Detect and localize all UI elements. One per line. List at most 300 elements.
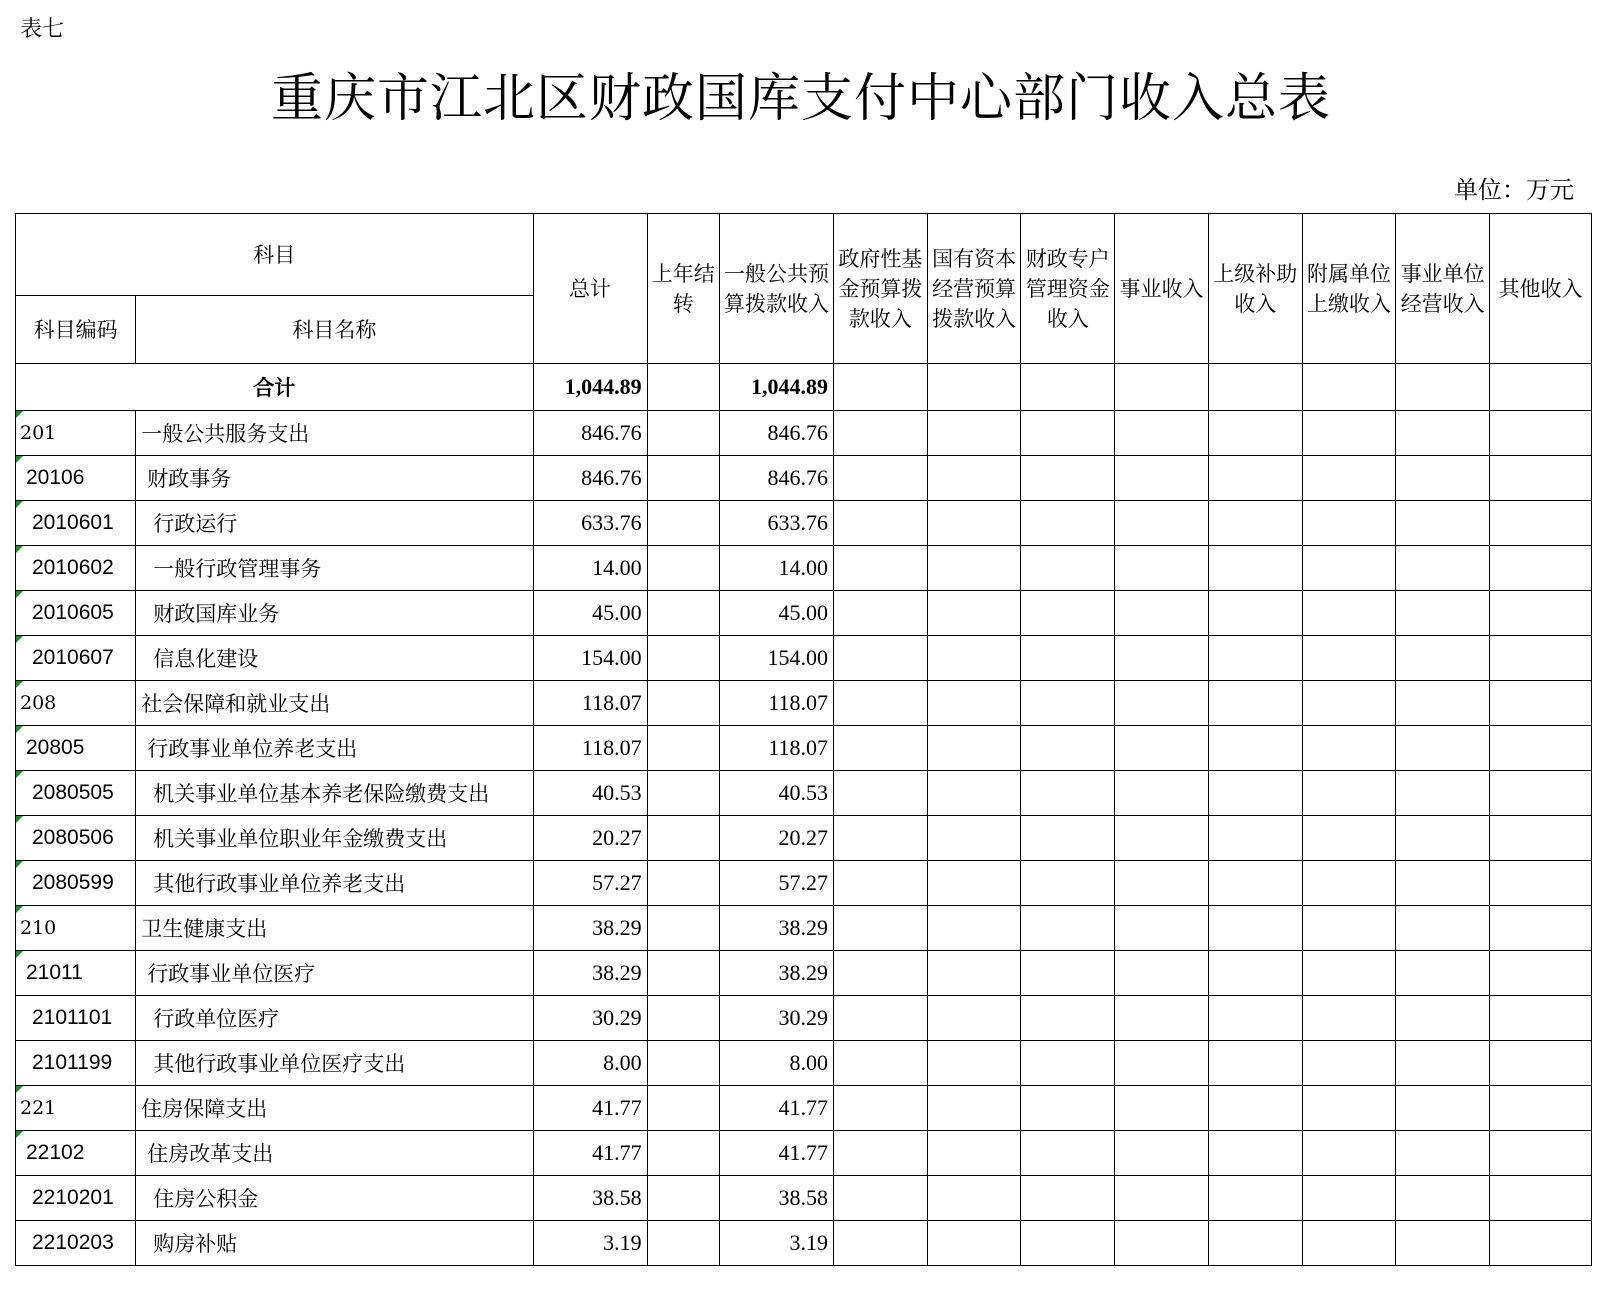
empty-cell (1490, 951, 1592, 996)
general-budget-cell-text: 57.27 (778, 870, 829, 895)
empty-cell (1115, 951, 1209, 996)
subject-code-cell-text: 210 (20, 917, 57, 939)
empty-cell (1208, 951, 1302, 996)
empty-cell (1115, 726, 1209, 771)
cell-marker-icon (16, 681, 23, 688)
empty-cell (1396, 591, 1490, 636)
total-cell-text: 8.00 (603, 1050, 642, 1075)
header-other-income: 其他收入 (1490, 214, 1592, 364)
total-cell-text: 20.27 (592, 825, 642, 850)
empty-cell (1208, 771, 1302, 816)
empty-cell (1302, 816, 1396, 861)
empty-cell (1302, 1086, 1396, 1131)
empty-cell (1490, 364, 1592, 411)
subject-name-cell (136, 906, 533, 951)
empty-cell (1208, 1176, 1302, 1221)
subject-name-cell-text: 行政事业单位养老支出 (147, 737, 358, 761)
empty-cell (1302, 771, 1396, 816)
table-row (16, 636, 1592, 681)
empty-cell (1302, 1131, 1396, 1176)
header-affiliated-payment: 附属单位上缴收入 (1302, 214, 1396, 364)
empty-cell (1021, 364, 1115, 411)
total-cell (533, 726, 647, 771)
empty-cell (1302, 951, 1396, 996)
empty-cell (1115, 501, 1209, 546)
total-cell (533, 951, 647, 996)
empty-cell (1115, 906, 1209, 951)
subject-name-cell (136, 951, 533, 996)
empty-cell (834, 726, 928, 771)
header-fiscal-special: 财政专户管理资金收入 (1021, 214, 1115, 364)
subject-name-cell-text: 财政国库业务 (153, 602, 280, 626)
empty-cell (1115, 411, 1209, 456)
subject-name-cell-text: 社会保障和就业支出 (141, 692, 331, 716)
subject-code-cell (16, 411, 136, 456)
empty-cell (834, 1041, 928, 1086)
total-cell (533, 861, 647, 906)
empty-cell (927, 726, 1021, 771)
empty-cell (1396, 1086, 1490, 1131)
cell-marker-icon (16, 771, 23, 778)
empty-cell (834, 816, 928, 861)
total-cell (533, 906, 647, 951)
general-budget-cell (719, 726, 833, 771)
subject-name-cell-text: 财政事务 (147, 467, 232, 491)
table-row (16, 456, 1592, 501)
general-budget-cell-text: 118.07 (768, 735, 829, 760)
empty-cell (834, 771, 928, 816)
empty-cell (1021, 1041, 1115, 1086)
empty-cell (834, 906, 928, 951)
subject-code-cell (16, 546, 136, 591)
empty-cell (834, 501, 928, 546)
total-cell (533, 1221, 647, 1266)
empty-cell (1396, 364, 1490, 411)
table-row (16, 771, 1592, 816)
subject-name-cell-text: 卫生健康支出 (141, 917, 268, 941)
table-row (16, 681, 1592, 726)
cell-marker-icon (16, 1086, 23, 1093)
empty-cell (1021, 1086, 1115, 1131)
subject-code-cell-text: 2101199 (32, 1051, 113, 1074)
empty-cell (1115, 1221, 1209, 1266)
cell-marker-icon (16, 501, 23, 508)
empty-cell (1396, 1221, 1490, 1266)
empty-cell (834, 456, 928, 501)
subject-code-cell (16, 861, 136, 906)
header-general-budget: 一般公共预算拨款收入 (719, 214, 833, 364)
empty-cell (927, 1176, 1021, 1221)
total-cell-text: 38.58 (592, 1185, 642, 1210)
subject-code-cell-text: 20106 (26, 466, 85, 489)
empty-cell (1396, 636, 1490, 681)
empty-cell (1302, 906, 1396, 951)
empty-cell (1115, 816, 1209, 861)
empty-cell (1302, 546, 1396, 591)
total-cell (533, 996, 647, 1041)
cell-marker-icon (16, 951, 23, 958)
subject-name-cell-text: 住房保障支出 (141, 1097, 268, 1121)
empty-cell (834, 636, 928, 681)
general-budget-cell (719, 861, 833, 906)
subject-code-cell (16, 501, 136, 546)
subject-name-cell-text: 行政运行 (153, 512, 238, 536)
empty-cell (1302, 636, 1396, 681)
subject-name-cell-text: 其他行政事业单位养老支出 (153, 872, 406, 896)
empty-cell (1208, 681, 1302, 726)
header-name: 科目名称 (136, 296, 533, 364)
general-budget-cell (719, 591, 833, 636)
empty-cell (927, 906, 1021, 951)
empty-cell (1115, 996, 1209, 1041)
empty-cell (1115, 1041, 1209, 1086)
subject-code-cell (16, 951, 136, 996)
empty-cell (1396, 681, 1490, 726)
total-cell-text: 3.19 (603, 1230, 642, 1255)
empty-cell (834, 681, 928, 726)
table-row (16, 1041, 1592, 1086)
subject-code-cell-text: 2080505 (32, 781, 114, 804)
header-code: 科目编码 (16, 296, 136, 364)
empty-cell (1115, 861, 1209, 906)
empty-cell (1302, 996, 1396, 1041)
empty-cell (1021, 1221, 1115, 1266)
general-budget-cell (719, 1221, 833, 1266)
subject-code-cell (16, 1131, 136, 1176)
empty-cell (1115, 636, 1209, 681)
subject-name-cell (136, 636, 533, 681)
subject-code-cell-text: 2010605 (32, 601, 114, 624)
total-general-budget: 1,044.89 (719, 364, 833, 411)
general-budget-cell-text: 846.76 (767, 465, 829, 490)
subject-code-cell-text: 2210201 (32, 1186, 114, 1209)
total-row (16, 364, 1592, 411)
general-budget-cell (719, 771, 833, 816)
total-label: 合计 (16, 364, 534, 411)
empty-cell (647, 1041, 719, 1086)
empty-cell (834, 1086, 928, 1131)
subject-code-cell (16, 636, 136, 681)
cell-marker-icon (16, 1131, 23, 1138)
empty-cell (1208, 1086, 1302, 1131)
empty-cell (1115, 1086, 1209, 1131)
subject-code-cell (16, 1221, 136, 1266)
empty-cell (1396, 1176, 1490, 1221)
empty-cell (1490, 411, 1592, 456)
general-budget-cell (719, 501, 833, 546)
total-cell-text: 846.76 (581, 465, 642, 490)
general-budget-cell-text: 30.29 (778, 1005, 829, 1030)
empty-cell (927, 1131, 1021, 1176)
empty-cell (1302, 456, 1396, 501)
empty-cell (1021, 681, 1115, 726)
cell-marker-icon (16, 591, 23, 598)
total-cell (533, 546, 647, 591)
subject-code-cell (16, 456, 136, 501)
header-total: 总计 (533, 214, 647, 364)
subject-code-cell-text: 2010601 (32, 511, 114, 534)
table-row (16, 411, 1592, 456)
total-cell-text: 38.29 (592, 915, 642, 940)
empty-cell (927, 411, 1021, 456)
general-budget-cell (719, 951, 833, 996)
total-cell (533, 771, 647, 816)
empty-cell (1021, 546, 1115, 591)
empty-cell (647, 636, 719, 681)
total-sum: 1,044.89 (533, 364, 647, 411)
table-row (16, 861, 1592, 906)
general-budget-cell-text: 8.00 (789, 1050, 829, 1075)
general-budget-cell-text: 118.07 (768, 690, 829, 715)
empty-cell (1396, 1041, 1490, 1086)
empty-cell (927, 591, 1021, 636)
empty-cell (834, 861, 928, 906)
subject-code-cell (16, 816, 136, 861)
cell-marker-icon (16, 726, 23, 733)
empty-cell (647, 726, 719, 771)
empty-cell (647, 681, 719, 726)
general-budget-cell-text: 846.76 (767, 420, 829, 445)
empty-cell (1115, 456, 1209, 501)
empty-cell (1021, 1176, 1115, 1221)
empty-cell (1302, 364, 1396, 411)
general-budget-cell (719, 636, 833, 681)
subject-name-cell (136, 456, 533, 501)
empty-cell (647, 364, 719, 411)
empty-cell (647, 906, 719, 951)
empty-cell (1208, 1131, 1302, 1176)
general-budget-cell-text: 40.53 (778, 780, 829, 805)
empty-cell (647, 1131, 719, 1176)
empty-cell (834, 364, 928, 411)
header-business-operation: 事业单位经营收入 (1396, 214, 1490, 364)
empty-cell (1490, 771, 1592, 816)
empty-cell (1208, 546, 1302, 591)
empty-cell (1115, 1131, 1209, 1176)
empty-cell (1208, 456, 1302, 501)
empty-cell (1490, 1041, 1592, 1086)
empty-cell (1021, 816, 1115, 861)
subject-name-cell-text: 一般行政管理事务 (153, 557, 322, 581)
empty-cell (927, 996, 1021, 1041)
empty-cell (834, 591, 928, 636)
subject-name-cell (136, 411, 533, 456)
empty-cell (1490, 501, 1592, 546)
subject-code-cell-text: 2080599 (32, 871, 114, 894)
empty-cell (1208, 906, 1302, 951)
header-gov-fund: 政府性基金预算拨款收入 (834, 214, 928, 364)
empty-cell (1021, 996, 1115, 1041)
header-business-income: 事业收入 (1115, 214, 1209, 364)
empty-cell (927, 636, 1021, 681)
subject-code-cell-text: 2210203 (32, 1231, 114, 1254)
empty-cell (927, 1041, 1021, 1086)
empty-cell (1208, 411, 1302, 456)
subject-name-cell (136, 681, 533, 726)
total-cell (533, 816, 647, 861)
empty-cell (927, 771, 1021, 816)
empty-cell (1208, 591, 1302, 636)
empty-cell (1396, 456, 1490, 501)
empty-cell (927, 861, 1021, 906)
subject-name-cell (136, 546, 533, 591)
empty-cell (647, 951, 719, 996)
header-subject: 科目 (16, 214, 534, 296)
general-budget-cell-text: 38.29 (778, 915, 829, 940)
table-row (16, 816, 1592, 861)
total-cell (533, 681, 647, 726)
header-state-capital: 国有资本经营预算拨款收入 (927, 214, 1021, 364)
subject-code-cell (16, 1041, 136, 1086)
empty-cell (1021, 411, 1115, 456)
general-budget-cell (719, 1131, 833, 1176)
page-title: 重庆市江北区财政国库支付中心部门收入总表 (270, 69, 1331, 129)
total-cell-text: 41.77 (592, 1095, 642, 1120)
empty-cell (1302, 411, 1396, 456)
general-budget-cell (719, 411, 833, 456)
table-row (16, 591, 1592, 636)
total-cell (533, 1041, 647, 1086)
empty-cell (834, 951, 928, 996)
empty-cell (1208, 501, 1302, 546)
subject-name-cell (136, 771, 533, 816)
subject-name-cell-text: 行政事业单位医疗 (147, 962, 316, 986)
table-row (16, 1221, 1592, 1266)
subject-code-cell (16, 771, 136, 816)
empty-cell (927, 681, 1021, 726)
empty-cell (647, 996, 719, 1041)
empty-cell (1021, 456, 1115, 501)
subject-name-cell-text: 住房公积金 (153, 1187, 259, 1211)
table-row (16, 996, 1592, 1041)
empty-cell (1208, 816, 1302, 861)
cell-marker-icon (16, 861, 23, 868)
total-cell-text: 633.76 (581, 510, 642, 535)
subject-code-cell-text: 201 (20, 422, 57, 444)
total-cell (533, 456, 647, 501)
general-budget-cell-text: 633.76 (767, 510, 829, 535)
general-budget-cell (719, 996, 833, 1041)
subject-name-cell (136, 1221, 533, 1266)
general-budget-cell (719, 816, 833, 861)
empty-cell (1490, 1176, 1592, 1221)
subject-name-cell-text: 一般公共服务支出 (141, 422, 310, 446)
subject-name-cell-text: 机关事业单位基本养老保险缴费支出 (153, 782, 490, 806)
empty-cell (1021, 501, 1115, 546)
empty-cell (1396, 501, 1490, 546)
general-budget-cell-text: 38.29 (778, 960, 829, 985)
empty-cell (1396, 861, 1490, 906)
empty-cell (1302, 591, 1396, 636)
empty-cell (927, 546, 1021, 591)
empty-cell (1115, 591, 1209, 636)
empty-cell (1021, 861, 1115, 906)
general-budget-cell (719, 906, 833, 951)
general-budget-cell (719, 456, 833, 501)
empty-cell (1208, 1221, 1302, 1266)
total-cell-text: 30.29 (592, 1005, 642, 1030)
empty-cell (1490, 861, 1592, 906)
empty-cell (647, 411, 719, 456)
empty-cell (1490, 636, 1592, 681)
general-budget-cell-text: 3.19 (789, 1230, 829, 1255)
empty-cell (647, 861, 719, 906)
empty-cell (1021, 591, 1115, 636)
empty-cell (1302, 681, 1396, 726)
empty-cell (1490, 456, 1592, 501)
empty-cell (1490, 726, 1592, 771)
empty-cell (1021, 1131, 1115, 1176)
subject-name-cell (136, 591, 533, 636)
table-row (16, 906, 1592, 951)
general-budget-cell-text: 45.00 (778, 600, 829, 625)
empty-cell (647, 771, 719, 816)
general-budget-cell-text: 154.00 (767, 645, 829, 670)
total-cell-text: 38.29 (592, 960, 642, 985)
subject-code-cell-text: 208 (20, 692, 57, 714)
empty-cell (647, 546, 719, 591)
empty-cell (647, 1176, 719, 1221)
general-budget-cell (719, 1041, 833, 1086)
subject-code-cell-text: 221 (20, 1097, 57, 1119)
subject-name-cell (136, 1176, 533, 1221)
subject-name-cell-text: 其他行政事业单位医疗支出 (153, 1052, 406, 1076)
empty-cell (1490, 1221, 1592, 1266)
empty-cell (1208, 861, 1302, 906)
general-budget-cell-text: 41.77 (778, 1140, 829, 1165)
total-cell (533, 1086, 647, 1131)
total-cell-text: 118.07 (581, 690, 642, 715)
total-cell-text: 57.27 (592, 870, 642, 895)
empty-cell (1490, 681, 1592, 726)
subject-name-cell (136, 996, 533, 1041)
subject-code-cell-text: 2010607 (32, 646, 114, 669)
empty-cell (647, 1086, 719, 1131)
total-cell (533, 1176, 647, 1221)
empty-cell (1490, 816, 1592, 861)
table-row (16, 546, 1592, 591)
subject-code-cell (16, 681, 136, 726)
general-budget-cell (719, 1086, 833, 1131)
empty-cell (927, 951, 1021, 996)
empty-cell (1396, 411, 1490, 456)
subject-code-cell (16, 1176, 136, 1221)
total-cell-text: 154.00 (581, 645, 642, 670)
empty-cell (1396, 816, 1490, 861)
empty-cell (1490, 906, 1592, 951)
empty-cell (1021, 636, 1115, 681)
table-row (16, 1176, 1592, 1221)
empty-cell (927, 456, 1021, 501)
cell-marker-icon (16, 456, 23, 463)
empty-cell (1208, 996, 1302, 1041)
empty-cell (1021, 726, 1115, 771)
empty-cell (834, 411, 928, 456)
total-cell-text: 846.76 (581, 420, 642, 445)
empty-cell (1302, 726, 1396, 771)
table-row (16, 951, 1592, 996)
total-cell (533, 1131, 647, 1176)
empty-cell (1396, 951, 1490, 996)
empty-cell (1115, 681, 1209, 726)
empty-cell (1396, 1131, 1490, 1176)
empty-cell (1115, 771, 1209, 816)
total-cell (533, 591, 647, 636)
total-cell (533, 501, 647, 546)
general-budget-cell (719, 546, 833, 591)
empty-cell (1302, 861, 1396, 906)
cell-marker-icon (16, 906, 23, 913)
